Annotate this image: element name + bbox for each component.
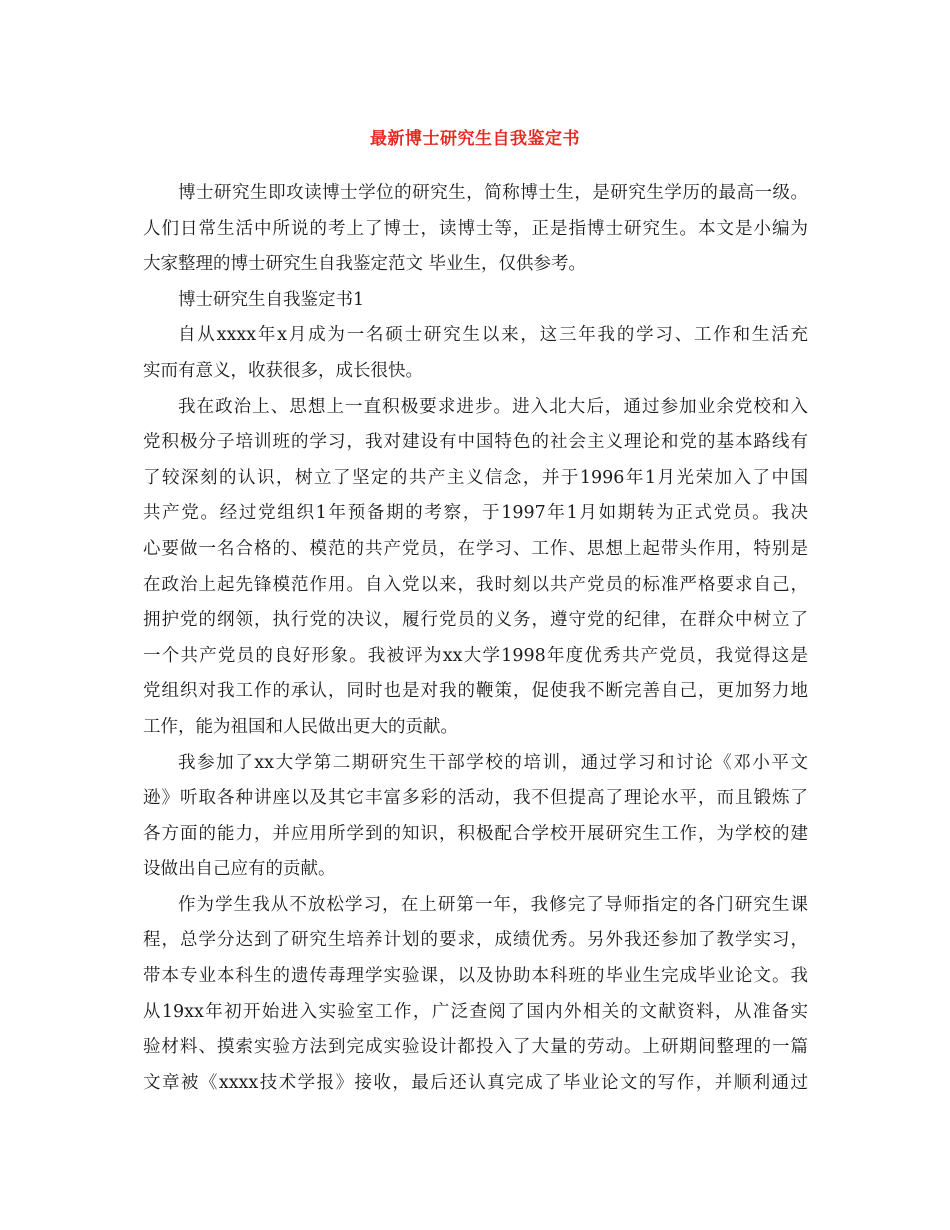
text-line: 实而有意义，收获很多，成长很快。 [143,360,423,381]
text-line: 党积极分子培训班的学习，我对建设有中国特色的社会主义理论和党的基本路线有 [143,432,808,453]
text-line: 我在政治上、思想上一直积极要求进步。进入北大后，通过参加业余党校和入 [178,396,808,417]
text-line: 博士研究生自我鉴定书1 [178,289,365,310]
text-line: 自从xxxx年x月成为一名硕士研究生以来，这三年我的学习、工作和生活充 [178,325,808,346]
text-line: 在政治上起先锋模范作用。自入党以来，我时刻以共产党员的标准严格要求自己， [143,574,808,595]
text-line: 工作，能为祖国和人民做出更大的贡献。 [143,716,458,737]
text-line: 逊》听取各种讲座以及其它丰富多彩的活动，我不但提高了理论水平，而且锻炼了 [143,788,808,809]
text-line: 程，总学分达到了研究生培养计划的要求，成绩优秀。另外我还参加了教学实习， [143,930,808,951]
text-line: 各方面的能力，并应用所学到的知识，积极配合学校开展研究生工作，为学校的建 [143,823,808,844]
text-line: 我参加了xx大学第二期研究生干部学校的培训，通过学习和讨论《邓小平文 [178,752,808,773]
text-line: 拥护党的纲领，执行党的决议，履行党员的义务，遵守党的纪律，在群众中树立了 [143,610,808,631]
text-line: 一个共产党员的良好形象。我被评为xx大学1998年度优秀共产党员，我觉得这是 [143,645,808,666]
text-line: 从19xx年初开始进入实验室工作，广泛查阅了国内外相关的文献资料，从准备实 [143,1001,808,1022]
text-line: 验材料、摸索实验方法到完成实验设计都投入了大量的劳动。上研期间整理的一篇 [143,1037,808,1058]
text-line: 作为学生我从不放松学习，在上研第一年，我修完了导师指定的各门研究生课 [178,894,808,915]
text-line: 博士研究生即攻读博士学位的研究生，简称博士生，是研究生学历的最高一级。 [178,183,808,203]
text-line: 心要做一名合格的、模范的共产党员，在学习、工作、思想上起带头作用，特别是 [143,538,808,559]
text-line: 设做出自己应有的贡献。 [143,859,336,880]
document-body [143,176,808,1101]
text-line: 党组织对我工作的承认，同时也是对我的鞭策，促使我不断完善自己，更加努力地 [143,681,808,702]
text-line: 大家整理的博士研究生自我鉴定范文 毕业生，仅供参考。 [143,254,587,275]
text-line: 带本专业本科生的遗传毒理学实验课，以及协助本科班的毕业生完成毕业论文。我 [143,966,808,987]
text-line: 人们日常生活中所说的考上了博士，读博士等，正是指博士研究生。本文是小编为 [143,218,808,239]
text-line: 了较深刻的认识，树立了坚定的共产主义信念，并于1996年1月光荣加入了中国 [143,467,808,488]
document-title: 最新博士研究生自我鉴定书 [370,129,580,149]
text-line: 文章被《xxxx技术学报》接收，最后还认真完成了毕业论文的写作，并顺利通过 [143,1072,808,1093]
text-line: 共产党。经过党组织1年预备期的考察，于1997年1月如期转为正式党员。我决 [143,503,808,524]
